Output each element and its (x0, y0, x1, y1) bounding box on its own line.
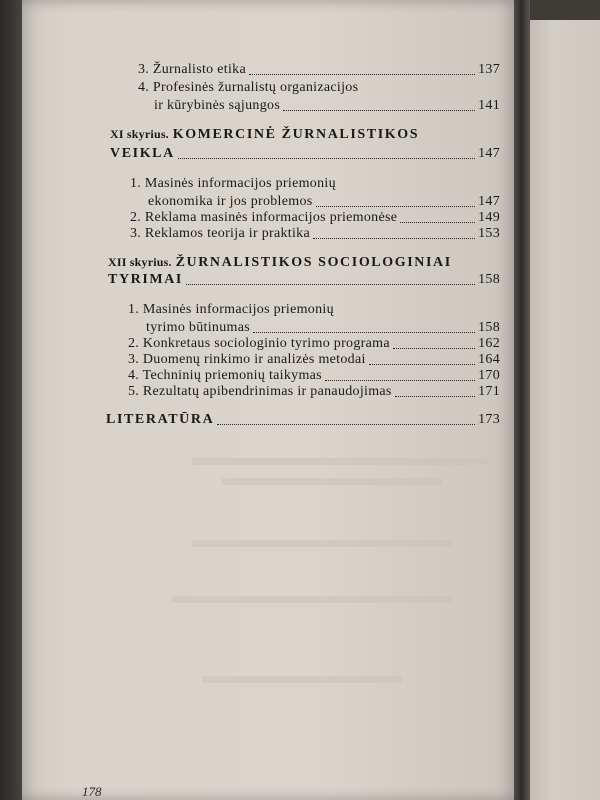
leader-dots (393, 348, 475, 349)
toc-entry-page: 162 (478, 336, 500, 351)
background-left (0, 0, 24, 800)
toc-entry-title: 5. Rezultatų apibendrinimas ir panaudojimas (128, 384, 392, 399)
leader-dots (325, 380, 475, 381)
toc-entry (128, 384, 500, 400)
toc-entry-page: 149 (478, 210, 500, 225)
toc-entry-page: 141 (478, 98, 500, 113)
chapter-heading (110, 126, 419, 143)
chapter-title: KOMERCINĖ ŽURNALISTIKOS (172, 127, 420, 142)
toc-entry-page: 147 (478, 146, 500, 161)
toc-entry-page: 171 (478, 384, 500, 399)
toc-entry (106, 412, 500, 428)
toc-entry-title-cont: ekonomika ir jos problemos (148, 194, 313, 209)
toc-entry-title-cont: ir kūrybinės sąjungos (154, 98, 281, 113)
chapter-heading (108, 254, 452, 271)
leader-dots (369, 364, 475, 365)
toc-entry (130, 210, 500, 226)
toc-entry (108, 272, 500, 288)
toc-entry-title: 4. Techninių priemonių taikymas (128, 368, 322, 383)
toc-entry-title: 3. Duomenų rinkimo ir analizės metodai (128, 352, 366, 367)
toc-entry-title: 2. Konkretaus sociologinio tyrimo programa (128, 336, 390, 351)
toc-entry-page: 153 (478, 226, 500, 241)
toc-entry-title: 2. Reklama masinės informacijos priemonėse (130, 210, 398, 225)
toc-entry (148, 194, 500, 210)
page-number: 178 (82, 784, 102, 799)
toc-entry-page: 158 (478, 320, 500, 335)
leader-dots (253, 332, 475, 333)
toc-entry-page: 158 (478, 272, 500, 287)
facing-page-edge (520, 20, 600, 800)
toc-entry-title: 1. Masinės informacijos priemonių (130, 176, 336, 191)
toc-entry-page: 164 (478, 352, 500, 367)
leader-dots (186, 284, 475, 285)
toc-entry (110, 146, 500, 162)
toc-entry (154, 98, 500, 114)
leader-dots (316, 206, 476, 207)
toc-entry-title-cont: tyrimo būtinumas (146, 320, 250, 335)
toc-entry-title: 1. Masinės informacijos priemonių (128, 302, 334, 317)
chapter-title-cont: TYRIMAI (108, 272, 183, 287)
book-page (22, 0, 514, 800)
leader-dots (217, 424, 475, 425)
toc-entry (128, 368, 500, 384)
leader-dots (178, 158, 475, 159)
toc-entry (138, 62, 500, 78)
leader-dots (283, 110, 475, 111)
literature-title: LITERATŪRA (106, 412, 215, 427)
chapter-label: XI skyrius. (110, 127, 169, 141)
toc-entry-page: 170 (478, 368, 500, 383)
table-of-contents (22, 0, 514, 800)
leader-dots (395, 396, 475, 397)
leader-dots (249, 74, 475, 75)
toc-entry-page: 147 (478, 194, 500, 209)
toc-entry-title: 3. Žurnalisto etika (138, 62, 246, 77)
toc-entry-page: 137 (478, 62, 500, 77)
leader-dots (400, 222, 475, 223)
chapter-title: ŽURNALISTIKOS SOCIOLOGINIAI (175, 255, 452, 270)
toc-entry (146, 320, 500, 336)
toc-entry (128, 336, 500, 352)
chapter-label: XII skyrius. (108, 255, 172, 269)
toc-entry (130, 226, 500, 242)
chapter-title-cont: VEIKLA (110, 146, 175, 161)
toc-entry-page: 173 (478, 412, 500, 427)
toc-entry-title: 4. Profesinės žurnalistų organizacijos (138, 80, 359, 95)
leader-dots (313, 238, 475, 239)
toc-entry-title: 3. Reklamos teorija ir praktika (130, 226, 310, 241)
toc-entry (128, 352, 500, 368)
